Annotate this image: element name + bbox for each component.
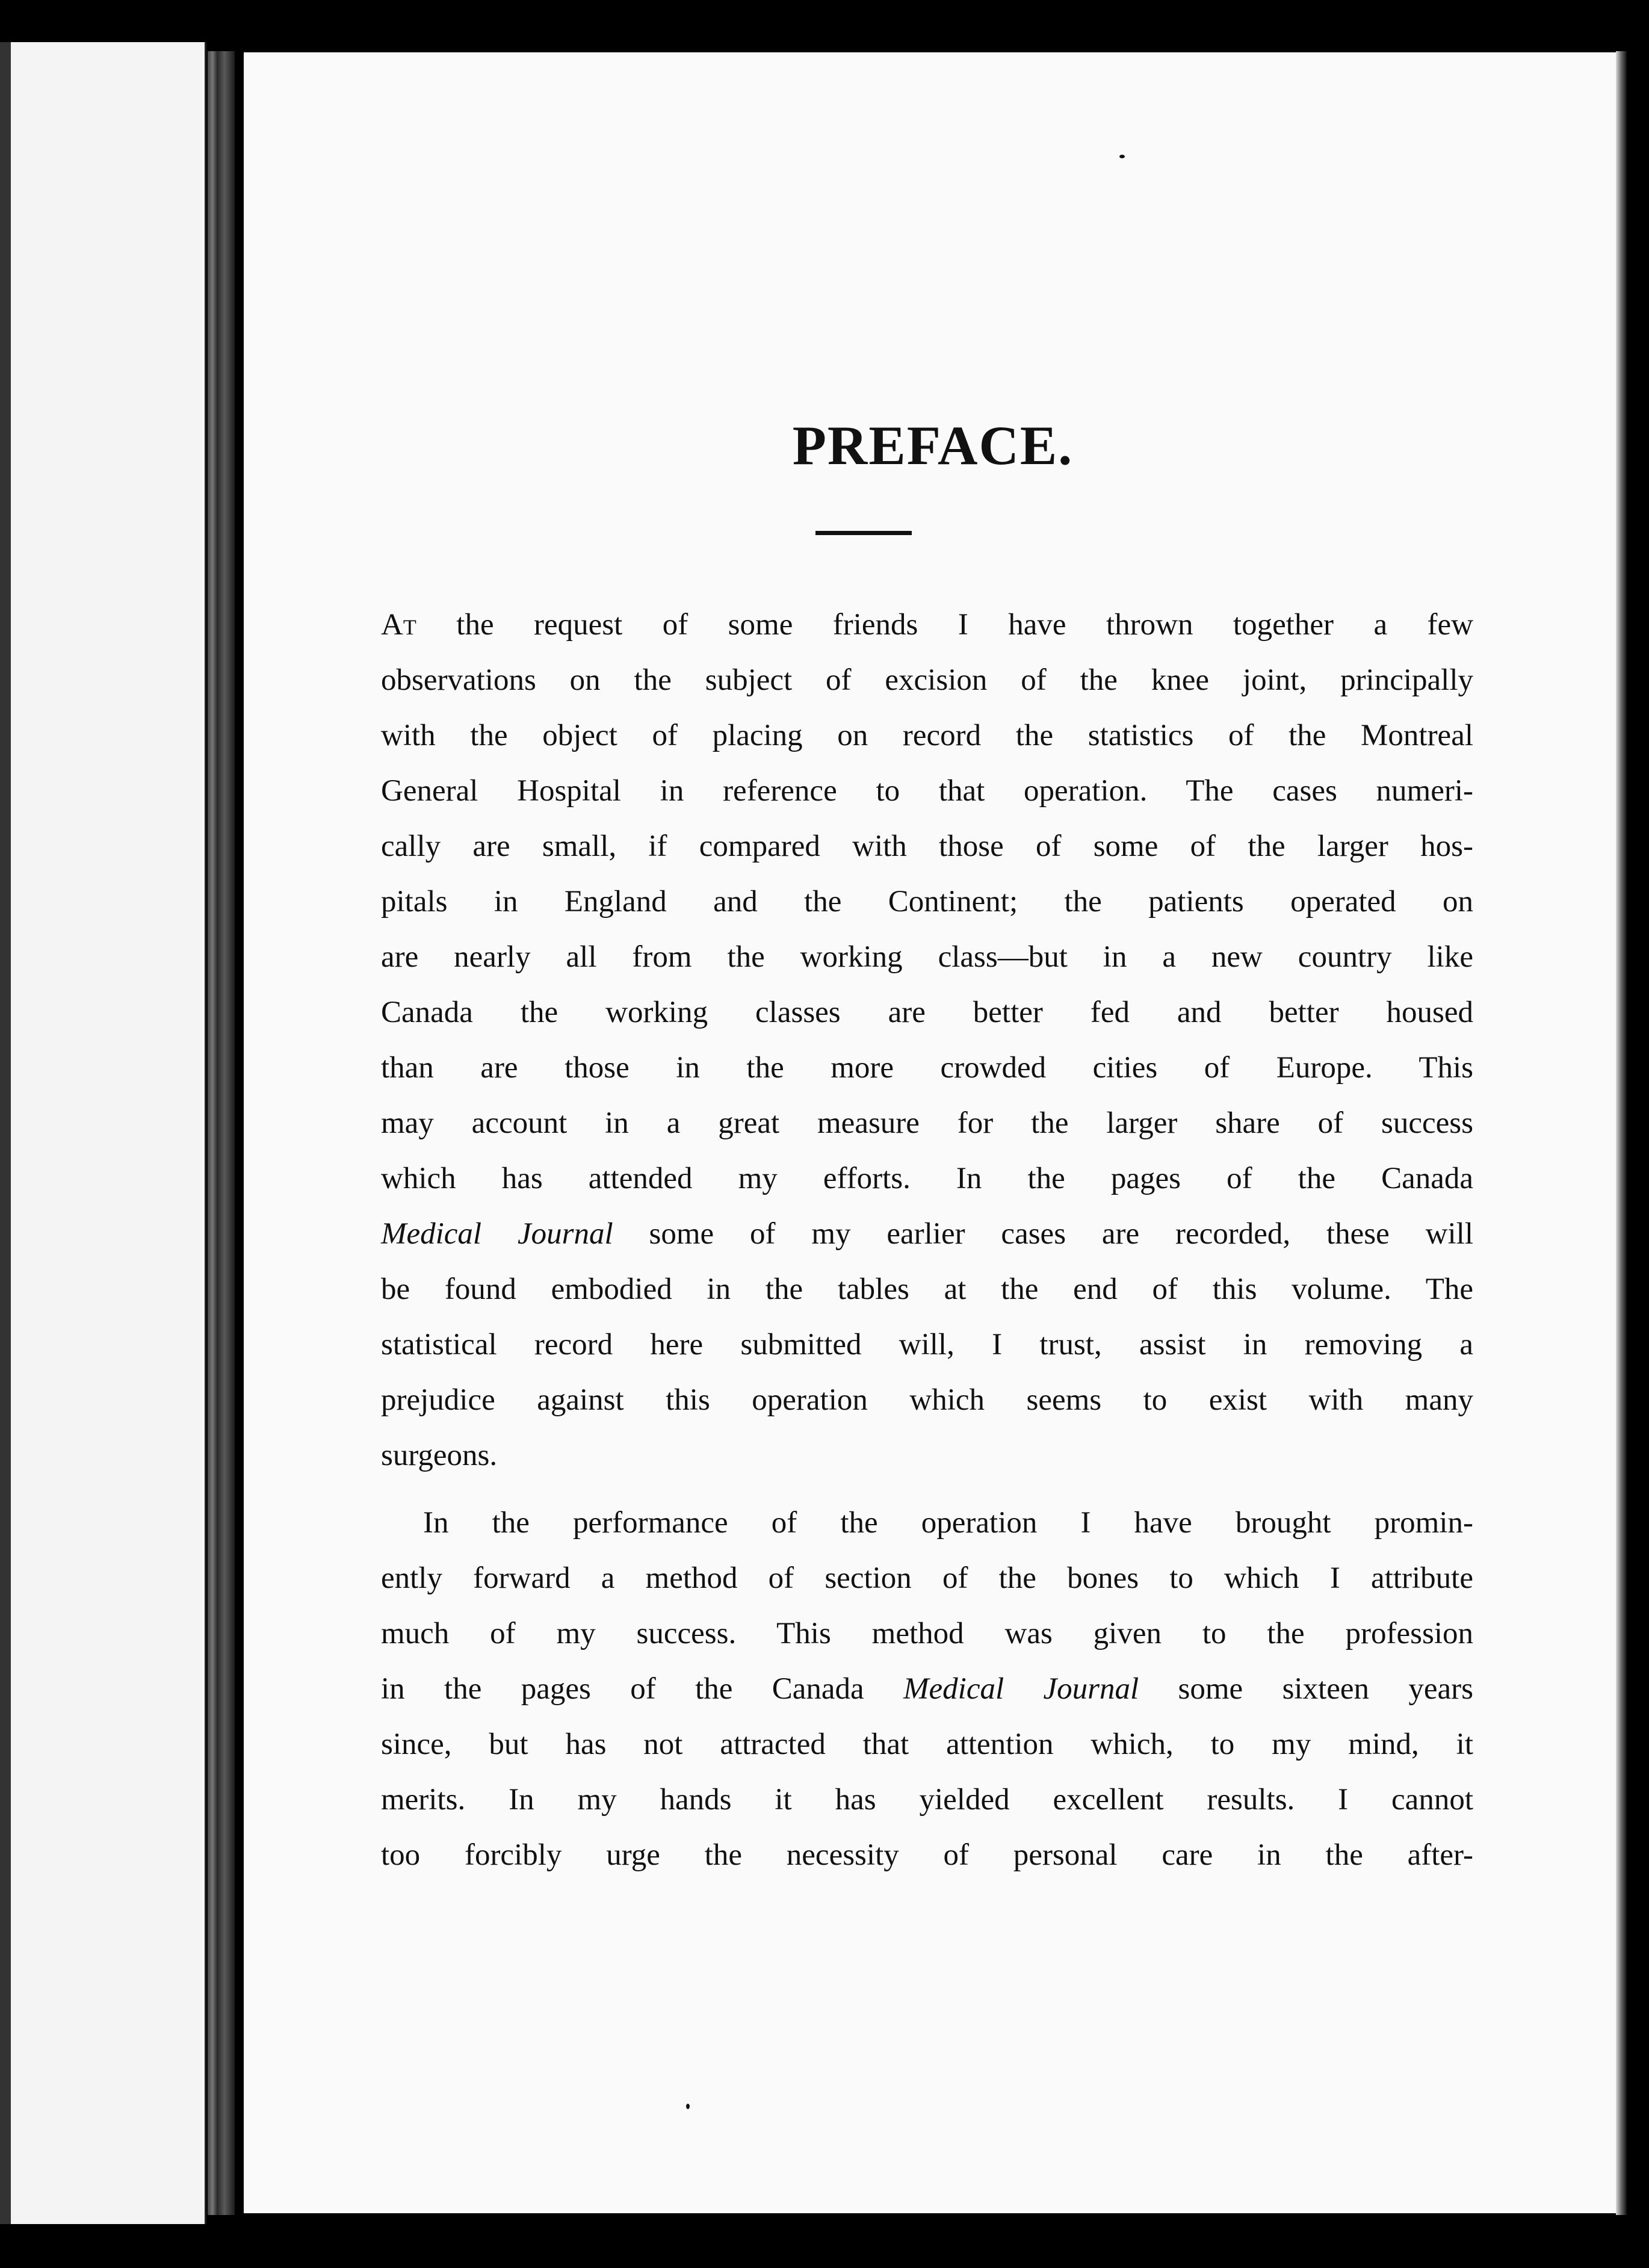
text-line: since, but has not attracted that attention which, to my mind, it <box>381 1727 1473 1761</box>
text-line: than are those in the more crowded cities of Europe. This <box>381 1051 1473 1085</box>
text-line: Medical Journal some of my earlier cases are recorded, these will <box>381 1217 1473 1251</box>
text-line: too forcibly urge the necessity of personal care in the after- <box>381 1838 1473 1872</box>
page-edge <box>1616 51 1627 2215</box>
paragraph-1 <box>381 597 1473 1483</box>
text-line: in the pages of the Canada Medical Journal some sixteen years <box>381 1672 1474 1706</box>
facing-page-edge <box>0 42 206 2224</box>
text-line: which has attended my efforts. In the pages of the Canada <box>381 1162 1473 1195</box>
text-line: are nearly all from the working class—but in a new country like <box>381 940 1473 974</box>
book-gutter <box>208 51 235 2215</box>
text-line: General Hospital in reference to that operation. The cases numeri- <box>381 774 1473 808</box>
paragraph-2 <box>381 1495 1473 1883</box>
title-rule <box>815 531 912 535</box>
text-line: may account in a great measure for the larger share of success <box>381 1106 1473 1140</box>
book-page <box>244 51 1622 2213</box>
text-line: prejudice against this operation which seems to exist with many <box>381 1383 1473 1417</box>
text-line: cally are small, if compared with those of some of the larger hos- <box>381 829 1473 863</box>
text-line: observations on the subject of excision of the knee joint, principally <box>381 663 1473 697</box>
text-line: be found embodied in the tables at the end of this volume. The <box>381 1272 1473 1306</box>
text-line: ently forward a method of section of the bones to which I attribute <box>381 1561 1473 1595</box>
text-line: In the performance of the operation I have brought promin- <box>423 1506 1473 1540</box>
text-line: statistical record here submitted will, I trust, assist in removing a <box>381 1328 1473 1362</box>
text-line: At the request of some friends I have thrown together a few <box>381 608 1473 642</box>
text-line: surgeons. <box>381 1439 498 1472</box>
text-line: pitals in England and the Continent; the patients operated on <box>381 885 1473 919</box>
text-line: with the object of placing on record the statistics of the Montreal <box>381 719 1473 752</box>
scan-speck <box>1119 155 1125 158</box>
scan-speck <box>686 2104 690 2109</box>
text-line: merits. In my hands it has yielded excellent results. I cannot <box>381 1783 1473 1817</box>
preface-body <box>381 597 1473 1883</box>
text-line: much of my success. This method was given to the profession <box>381 1617 1473 1650</box>
text-line: Canada the working classes are better fed and better housed <box>381 996 1473 1029</box>
page-title: PREFACE. <box>792 415 1074 476</box>
